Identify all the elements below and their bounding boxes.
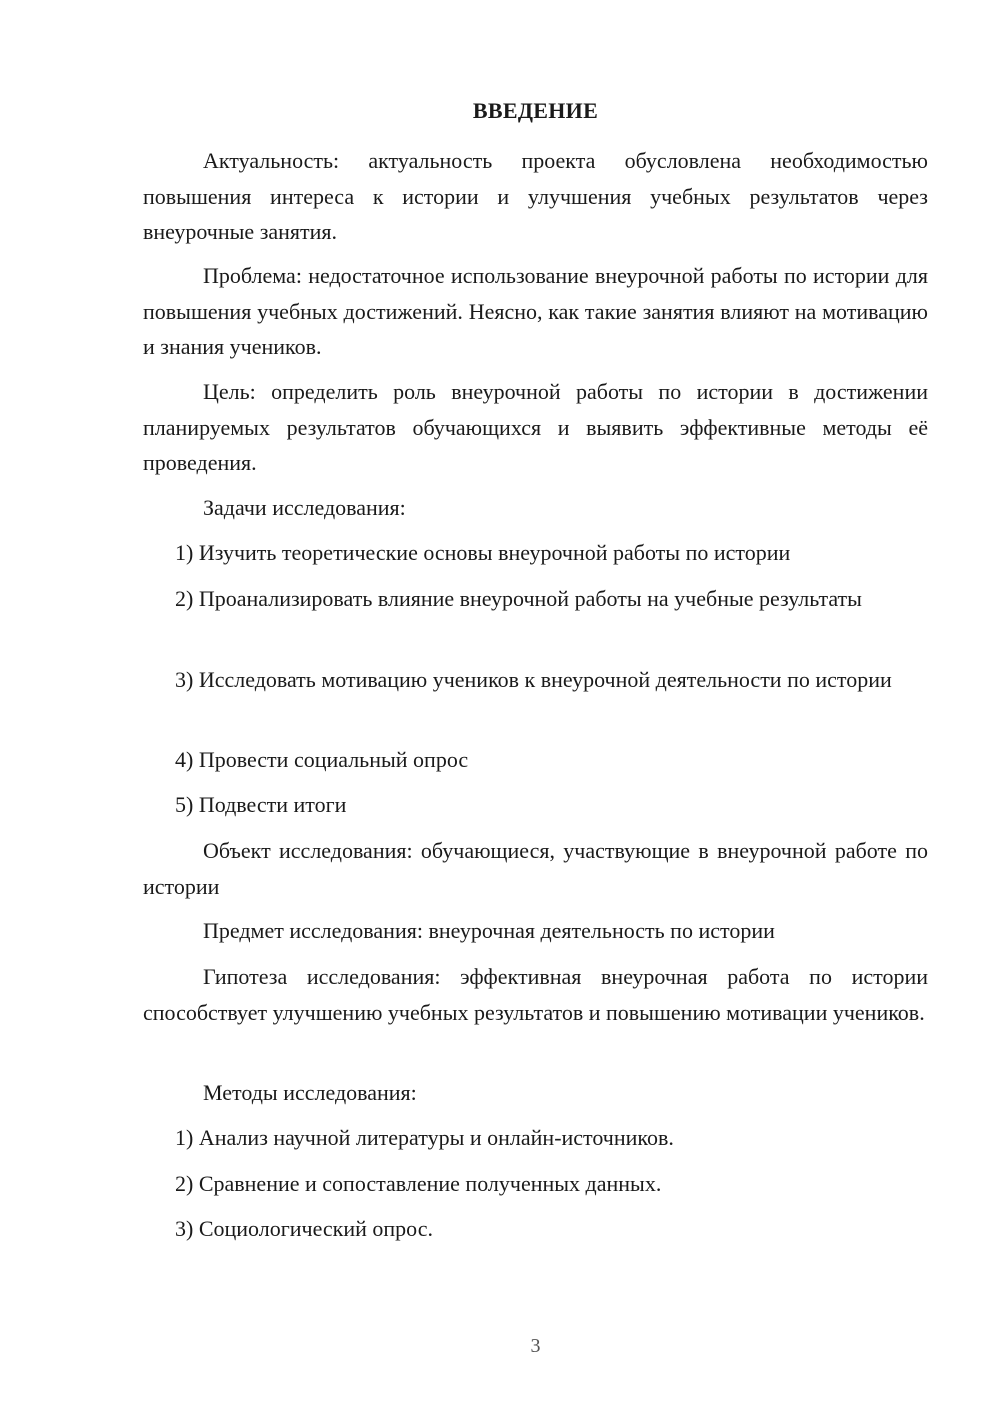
method-item: 1) Анализ научной литературы и онлайн-источников. bbox=[175, 1125, 674, 1150]
paragraph-hypothesis: Гипотеза исследования: эффективная внеурочная работа по истории способствует улучшению учебных результатов и повышению мотивации учеников. bbox=[143, 964, 928, 1025]
method-item: 2) Сравнение и сопоставление полученных данных. bbox=[175, 1171, 662, 1196]
page-title: ВВЕДЕНИЕ bbox=[472, 98, 599, 123]
methods-title: Методы исследования: bbox=[203, 1080, 417, 1105]
method-item: 3) Социологический опрос. bbox=[175, 1216, 433, 1241]
paragraph-object: Объект исследования: обучающиеся, участвующие в внеурочной работе по истории bbox=[143, 838, 928, 899]
paragraph-relevance: Актуальность: актуальность проекта обусловлена необходимостью повышения интереса к истории и улучшения учебных результатов через внеурочные занятия. bbox=[143, 148, 928, 244]
tasks-title: Задачи исследования: bbox=[203, 495, 406, 520]
document-page bbox=[143, 0, 928, 1414]
page-number: 3 bbox=[530, 1335, 541, 1357]
task-item: 3) Исследовать мотивацию учеников к внеурочной деятельности по истории bbox=[175, 667, 892, 692]
task-item: 4) Провести социальный опрос bbox=[175, 747, 469, 772]
task-item: 2) Проанализировать влияние внеурочной работы на учебные результаты bbox=[175, 586, 862, 611]
paragraph-problem: Проблема: недостаточное использование внеурочной работы по истории для повышения учебных достижений. Неясно, как такие занятия влияют на мотивацию и знания учеников. bbox=[143, 263, 928, 359]
paragraph-goal: Цель: определить роль внеурочной работы по истории в достижении планируемых результатов обучающихся и выявить эффективные методы её проведения. bbox=[143, 379, 928, 475]
task-item: 1) Изучить теоретические основы внеурочной работы по истории bbox=[175, 540, 791, 565]
task-item: 5) Подвести итоги bbox=[175, 792, 347, 817]
paragraph-subject: Предмет исследования: внеурочная деятельность по истории bbox=[203, 918, 775, 943]
